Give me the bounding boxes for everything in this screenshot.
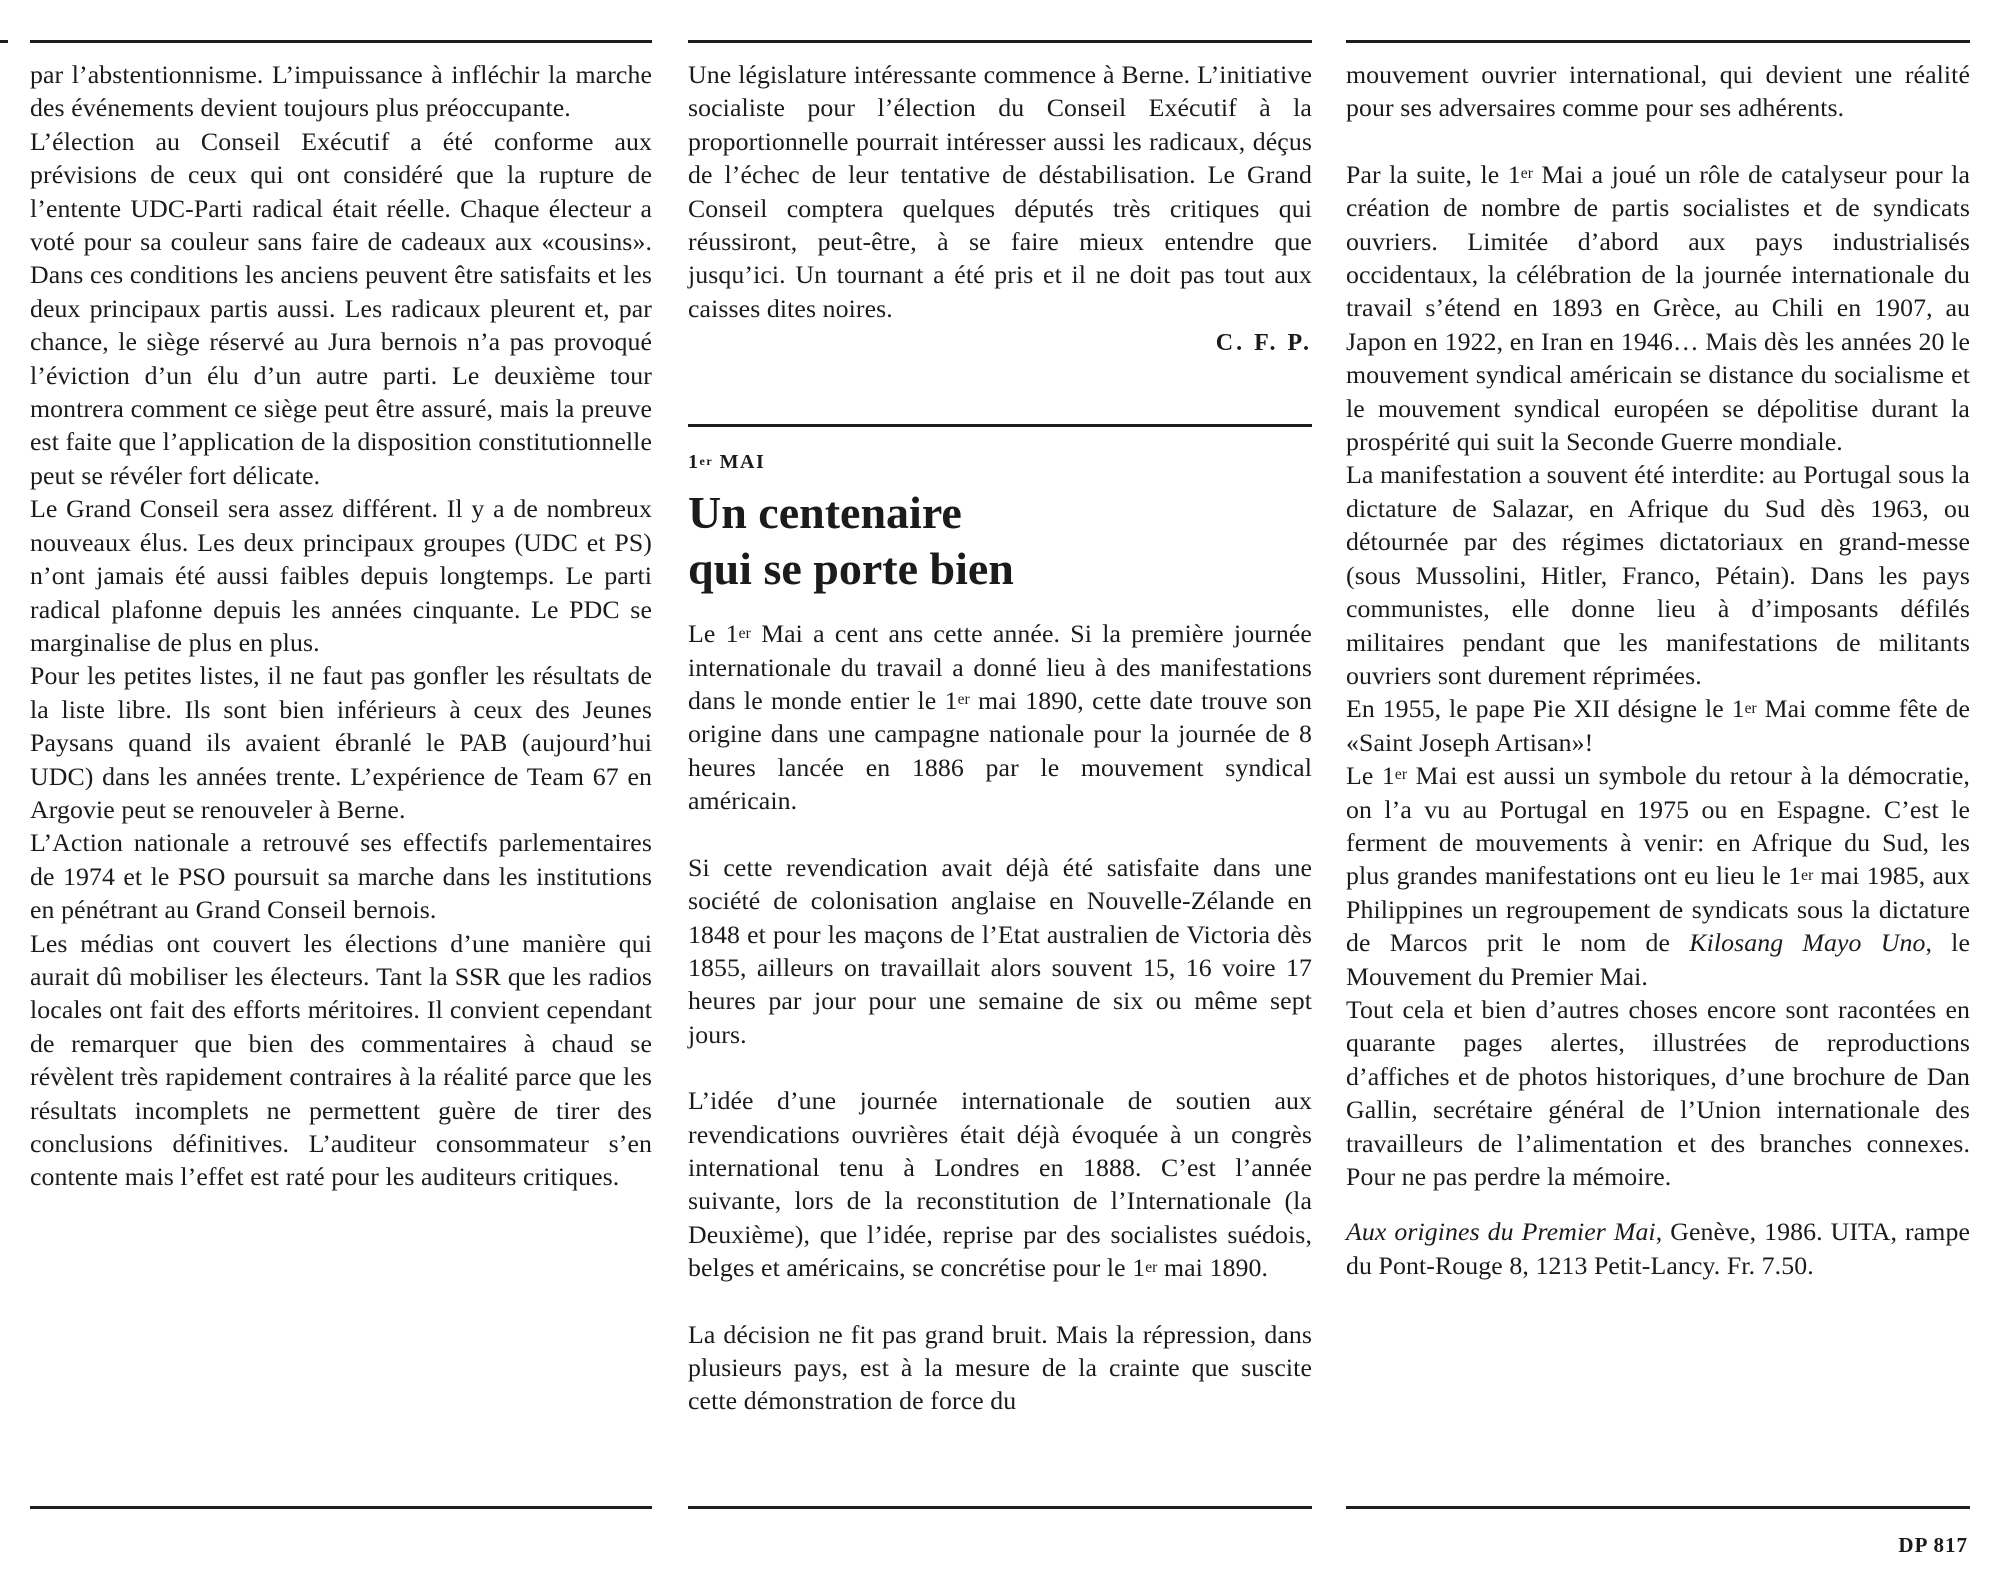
paragraph: Par la suite, le 1er Mai a joué un rôle de catalyseur pour la création de nombre de partis socialistes et de syndicats ouvriers. Limitée d’abord aux pays industrialisés occidentaux, la célébration de la journée internationale du travail s’étend en 1893 en Grèce, au Chili en 1907, au Japon en 1922, en Iran en 1946… Mais dès les années 20 le mouvement syndical américain se distance du socialisme et le mouvement syndical européen se dépolitise durant la prospérité qui suit la Seconde Guerre mondiale.	[1346, 159, 1971, 457]
paragraph: Une législature intéressante commence à Berne. L’initiative socialiste pour l’élection du Conseil Exécutif à la proportionnelle pourrait intéresser aussi les radicaux, déçus de l’échec de leur tentative de déstabilisation. Le Grand Conseil comptera quelques députés très critiques qui réussiront, peut-être, à se faire mieux entendre que jusqu’ici. Un tournant a été pris et il ne doit pas tout aux caisses dites noires.	[688, 60, 1312, 323]
bottom-rule-col3	[1346, 1506, 1970, 1509]
page-number: DP 817	[1898, 1533, 1968, 1557]
paragraph: L’élection au Conseil Exécutif a été conforme aux prévisions de ceux qui ont considéré que la rupture de l’entente UDC-Parti radical était réelle. Chaque électeur a voté pour sa couleur sans faire de cadeaux aux «cousins». Dans ces conditions les anciens peuvent être satisfaits et les deux principaux partis aussi. Les radicaux pleurent et, par chance, le siège réservé au Jura bernois n’a pas provoqué l’éviction d’un élu d’un autre parti. Le deuxième tour montrera comment ce siège peut être assuré, mais la preuve est faite que l’application de la disposition constitutionnelle peut se révéler fort délicate.	[30, 126, 652, 490]
top-rule-col2	[688, 40, 1312, 43]
article-title	[688, 485, 1312, 597]
paragraph: Le Grand Conseil sera assez différent. Il y a de nombreux nouveaux élus. Les deux principaux groupes (UDC et PS) n’ont jamais été aussi faibles depuis longtemps. Le parti radical plafonne depuis les années cinquante. Le PDC se marginalise de plus en plus.	[30, 494, 652, 657]
paragraph: mouvement ouvrier international, qui devient une réalité pour ses adversaires comme pour ses adhérents.	[1346, 60, 1970, 123]
paragraph: Pour les petites listes, il ne faut pas gonfler les résultats de la liste libre. Ils sont bien inférieurs à ceux des Jeunes Paysans quand ils avaient ébranlé le PAB (aujourd’hui UDC) dans les années trente. L’expérience de Team 67 en Argovie peut se renouveler à Berne.	[30, 661, 652, 824]
column-3	[1346, 58, 1970, 1282]
article-title-line: Un centenaire	[688, 487, 962, 539]
book-reference: Aux origines du Premier Mai, Genève, 1986. UITA, rampe du Pont-Rouge 8, 1213 Petit-Lancy. Fr. 7.50.	[1346, 1217, 1970, 1280]
top-rule-col3	[1346, 40, 1970, 43]
paragraph: L’Action nationale a retrouvé ses effectifs parlementaires de 1974 et le PSO poursuit sa marche dans les institutions en pénétrant au Grand Conseil bernois.	[30, 828, 652, 925]
paragraph: La décision ne fit pas grand bruit. Mais la répression, dans plusieurs pays, est à la mesure de la crainte que suscite cette démonstration de force du	[688, 1319, 1312, 1416]
author-signature: C. F. P.	[1215, 330, 1312, 357]
bottom-rule-col1	[30, 1506, 652, 1509]
paragraph: L’idée d’une journée internationale de soutien aux revendications ouvrières était déjà évoquée à un congrès international tenu à Londres en 1888. C’est l’année suivante, lors de la reconstitution de l’Internationale (la Deuxième), que l’idée, reprise par des socialistes suédois, belges et américains, se concrétise pour le 1er mai 1890.	[688, 1086, 1312, 1283]
paragraph: Le 1er Mai a cent ans cette année. Si la première journée internationale du travail a donné lieu à des manifestations dans le monde entier le 1er mai 1890, cette date trouve son origine dans une campagne nationale pour la journée de 8 heures lancée en 1886 par le mouvement syndical américain.	[688, 619, 1312, 816]
corner-mark	[0, 40, 8, 43]
column-1	[30, 58, 652, 1194]
article-title-line: qui se porte bien	[688, 543, 1014, 595]
paragraph: Si cette revendication avait déjà été satisfaite dans une société de colonisation anglaise en Nouvelle-Zélande en 1848 et pour les maçons de l’Etat australien de Victoria dès 1855, ailleurs on travaillait alors souvent 15, 16 voire 17 heures par jour pour une semaine de six ou même sept jours.	[688, 852, 1312, 1049]
column-2	[688, 58, 1312, 1418]
bottom-rule-col2	[688, 1506, 1312, 1509]
article-kicker: 1er MAI	[688, 451, 766, 474]
paragraph: La manifestation a souvent été interdite: au Portugal sous la dictature de Salazar, en Afrique du Sud dès 1963, ou détournée par des régimes dictatoriaux en grand-messe (sous Mussolini, Hitler, Franco, Pétain). Dans les pays communistes, elle donne lieu à d’imposants défilés militaires pendant que les manifestations de militants ouvriers sont durement réprimées.	[1346, 460, 1970, 690]
paragraph: Les médias ont couvert les élections d’une manière qui aurait dû mobiliser les électeurs. Tant la SSR que les radios locales ont fait des efforts méritoires. Il convient cependant de remarquer que bien des commentaires à chaud se révèlent très rapidement contraires à la réalité parce que les résultats incomplets ne permettent guère de tirer des conclusions définitives. L’auditeur consommateur s’en contente mais l’effet est raté pour les auditeurs critiques.	[30, 928, 652, 1192]
paragraph: Tout cela et bien d’autres choses encore sont racontées en quarante pages alertes, illustrées de reproductions d’affiches et de photos historiques, d’une brochure de Dan Gallin, secrétaire général de l’Union internationale des travailleurs de l’alimentation et des branches connexes. Pour ne pas perdre la mémoire.	[1346, 994, 1970, 1191]
paragraph: En 1955, le pape Pie XII désigne le 1er Mai comme fête de «Saint Joseph Artisan»!	[1346, 694, 1970, 757]
paragraph: Le 1er Mai est aussi un symbole du retour à la démocratie, on l’a vu au Portugal en 1975 ou en Espagne. C’est le ferment de mouvements à venir: en Afrique du Sud, les plus grandes manifestations ont eu lieu le 1er mai 1985, aux Philippines un regroupement de syndicats sous la dictature de Marcos prit le nom de Kilosang Mayo Uno, le Mouvement du Premier Mai.	[1346, 761, 1971, 991]
top-rule-col1	[30, 40, 652, 43]
paragraph: par l’abstentionnisme. L’impuissance à infléchir la marche des événements devient toujours plus préoccupante.	[30, 60, 652, 123]
